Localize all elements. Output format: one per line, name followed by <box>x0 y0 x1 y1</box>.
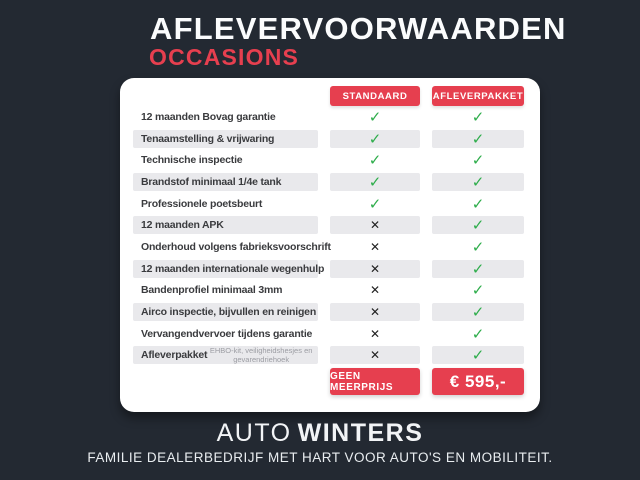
table-rows <box>133 106 524 366</box>
cross-icon: ✕ <box>330 346 420 364</box>
check-icon: ✓ <box>368 108 382 126</box>
table-row <box>133 128 524 150</box>
check-icon: ✓ <box>471 195 485 213</box>
row-label-text: Professionele poetsbeurt <box>141 197 263 210</box>
row-label <box>133 325 318 343</box>
brand-name-bold: WINTERS <box>297 419 424 447</box>
cross-icon: ✕ <box>369 239 381 254</box>
page-subtitle: OCCASIONS <box>149 44 300 70</box>
cross-icon: ✕ <box>330 216 420 234</box>
comparison-card <box>120 78 540 412</box>
brand-tagline: FAMILIE DEALERBEDRIJF MET HART VOOR AUTO'S EN MOBILITEIT. <box>87 450 553 465</box>
table-row <box>133 301 524 323</box>
row-label <box>133 130 318 148</box>
row-label <box>133 108 318 126</box>
row-label-text: 12 maanden Bovag garantie <box>141 110 276 123</box>
table-row <box>133 193 524 215</box>
row-label-text: 12 maanden internationale wegenhulp <box>141 262 325 275</box>
row-label-text: Afleverpakket <box>141 349 208 362</box>
row-label <box>133 216 318 234</box>
column-header-standaard: STANDAARD <box>330 86 420 106</box>
row-label <box>133 151 318 169</box>
table-row <box>133 345 524 367</box>
table-row <box>133 258 524 280</box>
row-label-text: Airco inspectie, bijvullen en reinigen <box>141 306 317 319</box>
brand-name <box>0 421 640 446</box>
check-icon: ✓ <box>432 303 524 321</box>
standaard-price-badge: GEEN MEERPRIJS <box>330 368 420 395</box>
table-row <box>133 106 524 128</box>
page-title: AFLEVERVOORWAARDEN <box>150 11 567 46</box>
check-icon: ✓ <box>432 216 524 234</box>
row-label-text: Onderhoud volgens fabrieksvoorschrift <box>141 240 331 253</box>
row-label <box>133 238 331 256</box>
row-label-text: Bandenprofiel minimaal 3mm <box>141 284 283 297</box>
cross-icon: ✕ <box>369 326 381 341</box>
cross-icon: ✕ <box>369 283 381 298</box>
row-label <box>133 281 318 299</box>
row-label-text: Brandstof minimaal 1/4e tank <box>141 175 282 188</box>
check-icon: ✓ <box>432 346 524 364</box>
row-label-text: 12 maanden APK <box>141 219 224 232</box>
row-label <box>133 260 325 278</box>
check-icon: ✓ <box>471 152 485 170</box>
table-row <box>133 171 524 193</box>
table-row <box>133 214 524 236</box>
cross-icon: ✕ <box>330 260 420 278</box>
table-row <box>133 236 524 258</box>
check-icon: ✓ <box>471 238 485 256</box>
check-icon: ✓ <box>330 130 420 148</box>
check-icon: ✓ <box>471 108 485 126</box>
row-note: EHBO-kit, veiligheidshesjes en gevarendriehoek <box>209 346 313 365</box>
check-icon: ✓ <box>432 173 524 191</box>
table-row <box>133 323 524 345</box>
brand-name-regular: AUTO <box>216 419 292 447</box>
row-label <box>133 346 318 364</box>
check-icon: ✓ <box>368 152 382 170</box>
check-icon: ✓ <box>471 325 485 343</box>
row-label <box>133 195 318 213</box>
check-icon: ✓ <box>432 130 524 148</box>
table-row <box>133 280 524 302</box>
row-label-text: Tenaamstelling & vrijwaring <box>141 132 275 145</box>
afleverpakket-price-badge: € 595,- <box>432 368 524 395</box>
column-header-afleverpakket: AFLEVERPAKKET <box>432 86 524 106</box>
row-label-text: Technische inspectie <box>141 154 243 167</box>
check-icon: ✓ <box>471 282 485 300</box>
table-row <box>133 149 524 171</box>
check-icon: ✓ <box>432 260 524 278</box>
row-label <box>133 173 318 191</box>
row-label <box>133 303 318 321</box>
check-icon: ✓ <box>330 173 420 191</box>
check-icon: ✓ <box>368 195 382 213</box>
cross-icon: ✕ <box>330 303 420 321</box>
row-label-text: Vervangendvervoer tijdens garantie <box>141 327 313 340</box>
